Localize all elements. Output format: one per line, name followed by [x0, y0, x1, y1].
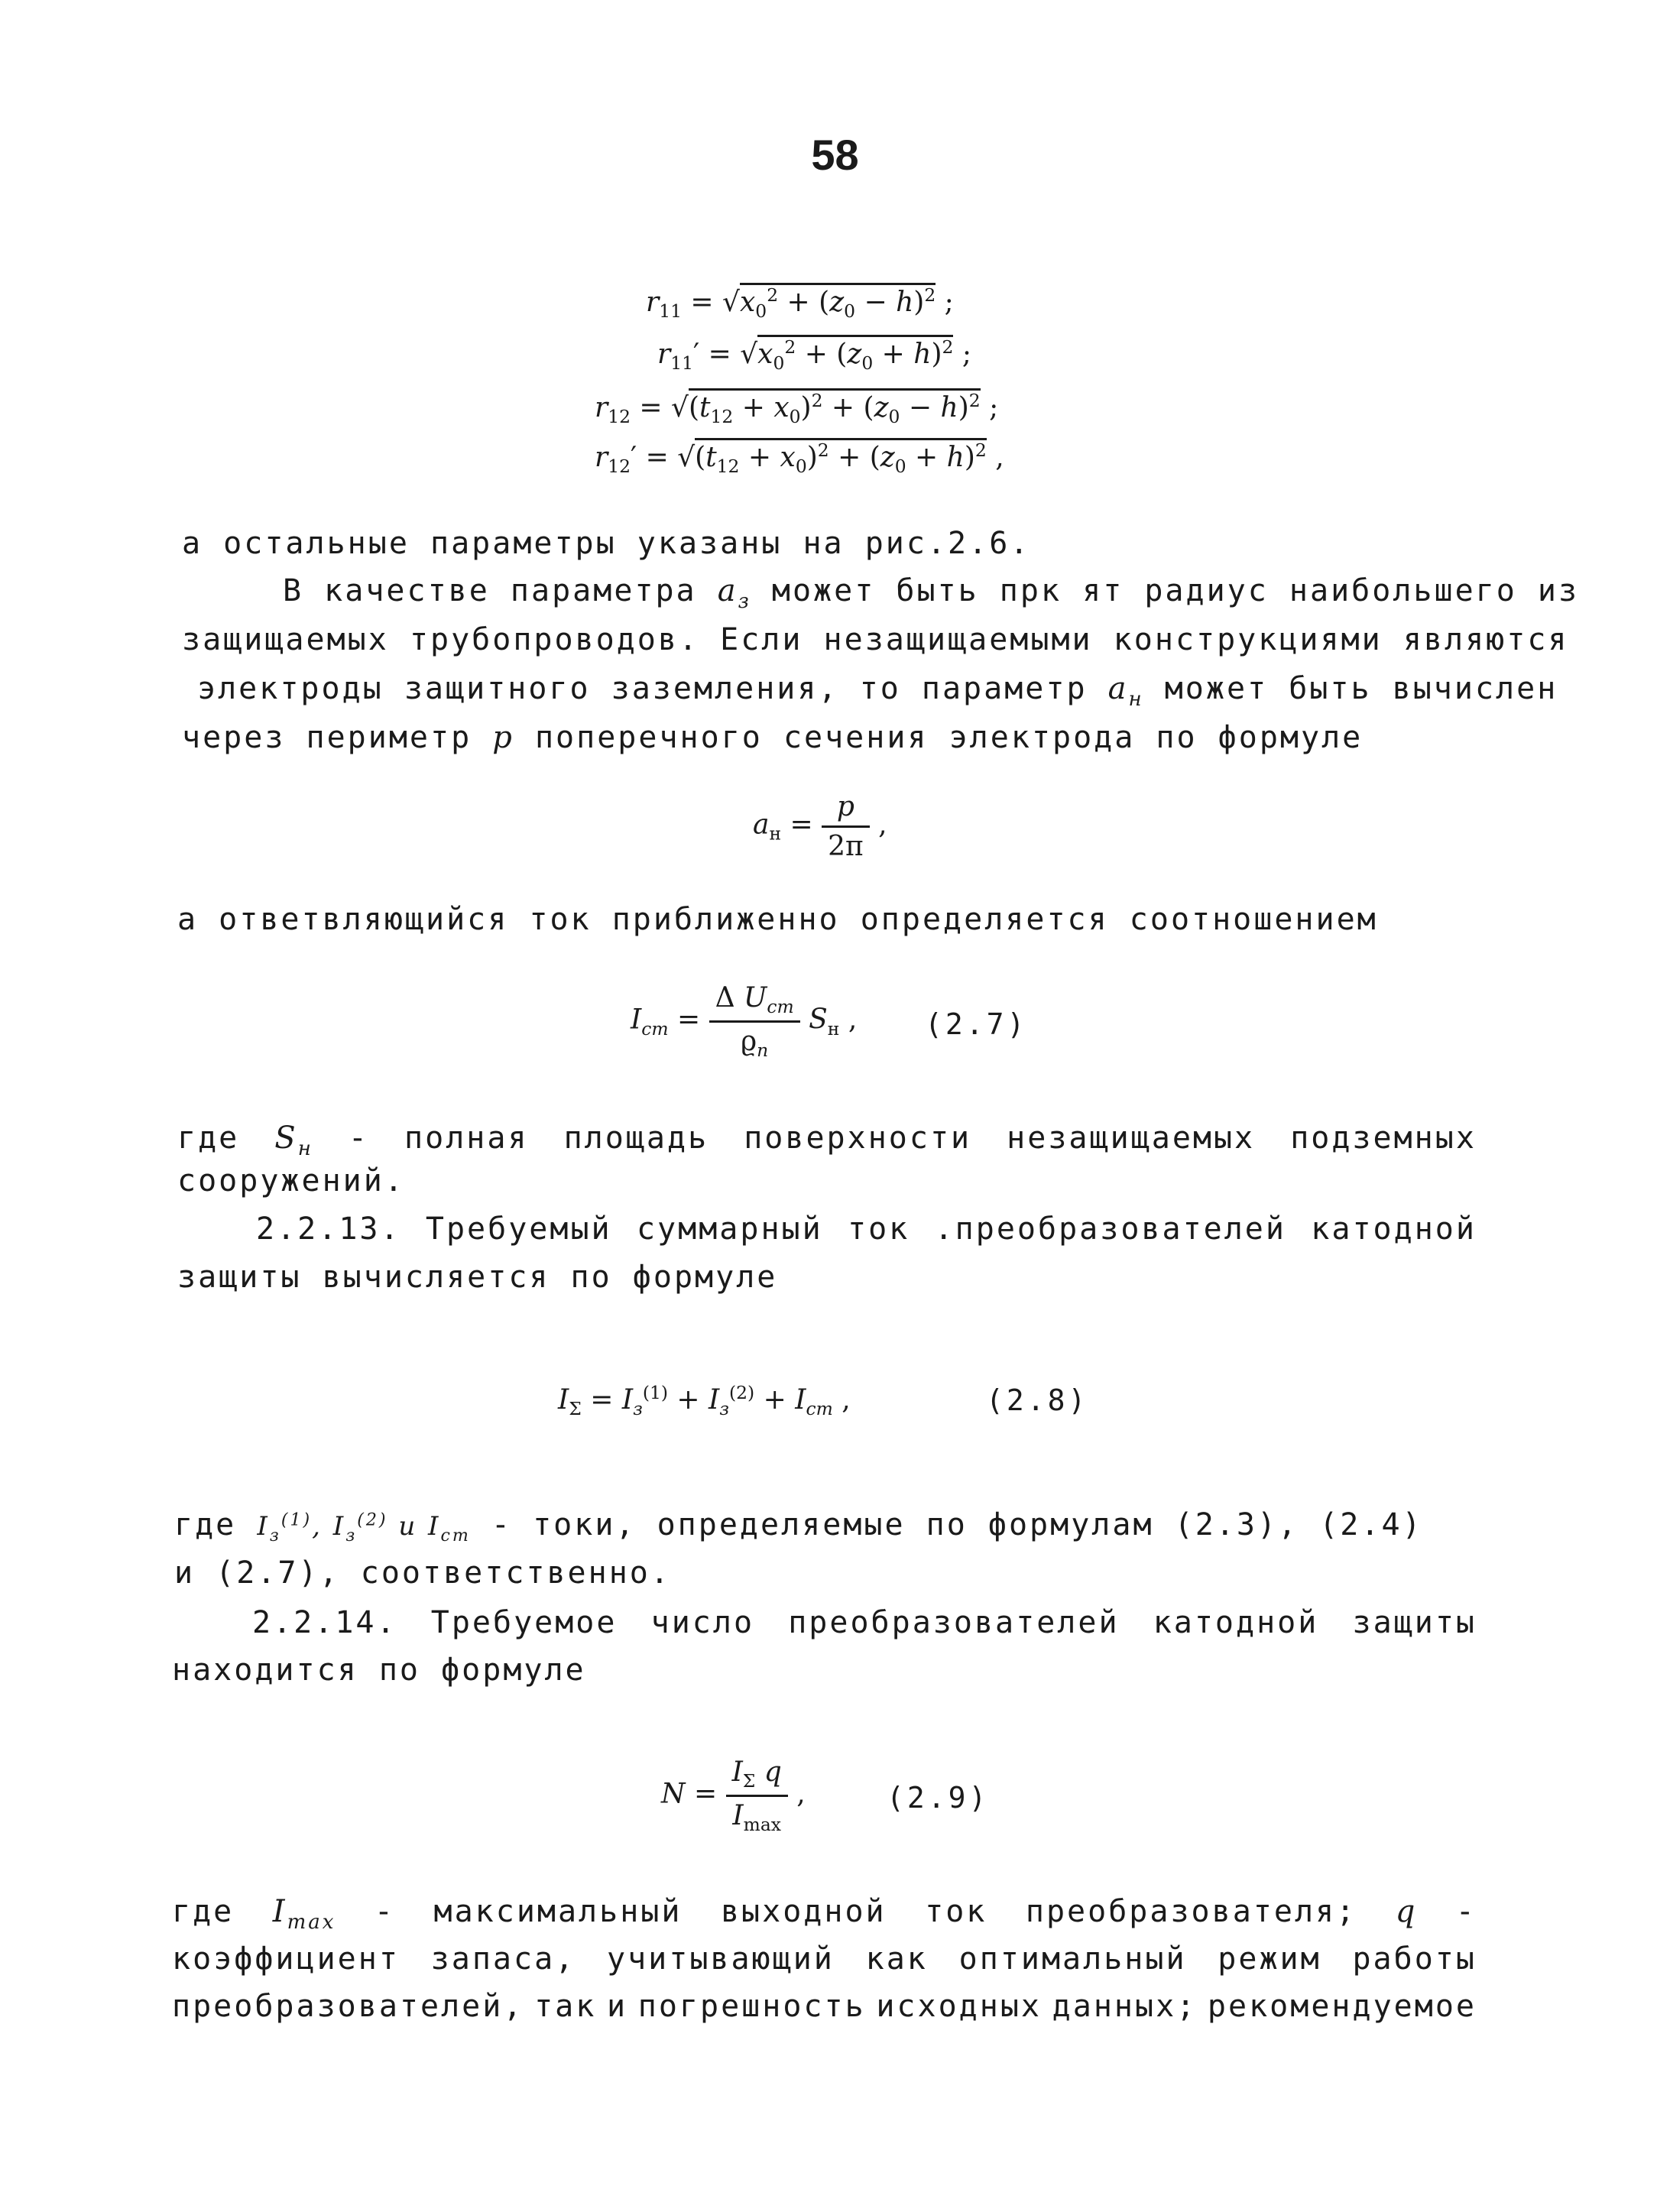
word: максимальный [433, 1894, 683, 1929]
word: - [1455, 1894, 1477, 1929]
text-line [177, 902, 1378, 937]
math-variable: $a_н$ [1107, 671, 1144, 711]
equation-r11-prime: $r_{11}' = √x_0^2 + (z_0 + h)^2$ ; [657, 336, 971, 375]
word: .преобразователей [934, 1211, 1286, 1247]
math-variable: p [492, 720, 514, 755]
paragraph-text: - [348, 1121, 369, 1156]
word: работы [1352, 1941, 1477, 1977]
word: и [607, 1989, 628, 2024]
word: исходных [876, 1989, 1042, 2024]
math-variable: $I_з^{(1)}$, $I_з^{(2)}$ и $I_{ст}$ [257, 1510, 471, 1545]
word: Требуемое [430, 1605, 618, 1640]
word: ток [925, 1894, 987, 1929]
word: суммарный [636, 1211, 823, 1247]
math-variable: $a_з$ [717, 573, 751, 613]
word: запаса, [430, 1941, 576, 1977]
text-line [197, 671, 1558, 711]
paragraph-text: сооружений. [177, 1163, 405, 1198]
formula-a-n: $a_н$ = $\frac{p}{2\pi}$ , [753, 791, 887, 862]
formula-2-9: N = $\frac{I_\Sigma q}{I_{max}}$ , [661, 1756, 806, 1836]
word: незащищаемых [1007, 1121, 1256, 1156]
formula-2-7: $I_{ст}$ = $\frac{\Delta U_{ст}}{ϱ_п}$ $S_н$ , [631, 982, 858, 1062]
paragraph-text: защищаемых трубопроводов. Если незащищаемыми конструкциями являются [182, 622, 1569, 657]
paragraph-text: находится по формуле [172, 1653, 586, 1688]
word: катодной [1311, 1211, 1477, 1247]
paragraph-text: через периметр [182, 720, 472, 755]
section-number: 2.2.13. [256, 1211, 401, 1247]
paragraph-text: и (2.7), соответственно. [174, 1555, 671, 1591]
word: данных; [1052, 1989, 1198, 2024]
word: как [865, 1941, 928, 1977]
word: число [650, 1605, 755, 1640]
paragraph-text: может быть прк ят радиус наибольшего из [771, 573, 1580, 608]
word: поверхности [744, 1121, 972, 1156]
text-line [177, 1163, 405, 1198]
equation-r11: $r_{11} = √x_0^2 + (z_0 - h)^2$ ; [646, 284, 954, 323]
page-number: 58 [811, 131, 859, 179]
word: рекомендуемое [1207, 1989, 1477, 2024]
text-line [283, 573, 1579, 613]
word: ток [848, 1211, 910, 1247]
paragraph-text: электроды защитного заземления, то параметр [197, 671, 1088, 706]
text-line [172, 1989, 1477, 2024]
text-line [182, 720, 1363, 755]
paragraph-text: В качестве параметра [283, 573, 697, 608]
text-line [177, 1260, 777, 1295]
math-variable: $S_н$ [274, 1121, 313, 1160]
formula-2-8: $I_\Sigma = I_з^{(1)} + I_з^{(2)} + I_{ст}$ , [558, 1382, 851, 1420]
text-line [174, 1507, 1423, 1545]
word: полная [404, 1121, 529, 1156]
text-line [177, 1121, 1477, 1160]
word: режим [1218, 1941, 1321, 1977]
word: выходной [720, 1894, 887, 1929]
paragraph-text: где [177, 1121, 240, 1156]
math-variable: q [1395, 1894, 1418, 1929]
word: преобразователя; [1025, 1894, 1357, 1929]
word: преобразователей [788, 1605, 1120, 1640]
text-line [182, 526, 1030, 561]
word: оптимальный [958, 1941, 1187, 1977]
word: где [172, 1894, 235, 1929]
word: Требуемый [425, 1211, 612, 1247]
equation-r12-prime: $r_{12}' = √(t_{12} + x_0)^2 + (z_0 + h)^2$ , [595, 439, 1004, 478]
word: подземных [1290, 1121, 1477, 1156]
equation-r12: $r_{12} = √(t_{12} + x_0)^2 + (z_0 - h)^2$ ; [595, 390, 999, 428]
word: погрешность [637, 1989, 866, 2024]
word: коэффициент [172, 1941, 400, 1977]
word: площадь [563, 1121, 709, 1156]
text-line [182, 622, 1569, 657]
word: так [534, 1989, 597, 2024]
equation-number: (2.9) [887, 1781, 990, 1815]
paragraph-text: а ответвляющийся ток приближенно определяется соотношением [177, 902, 1378, 937]
math-variable: $I_{max}$ [272, 1894, 336, 1934]
section-number: 2.2.14. [252, 1605, 397, 1640]
paragraph-text: защиты вычисляется по формуле [177, 1260, 778, 1295]
text-line [174, 1555, 671, 1591]
paragraph-text: может быть вычислен [1164, 671, 1558, 706]
text-line [256, 1211, 1477, 1247]
word: - [374, 1894, 395, 1929]
equation-number: (2.8) [986, 1383, 1089, 1417]
word: преобразователей, [172, 1989, 524, 2024]
text-line [252, 1605, 1477, 1640]
word: катодной [1153, 1605, 1319, 1640]
paragraph-text: где [174, 1507, 237, 1542]
word: защиты [1352, 1605, 1477, 1640]
equation-number: (2.7) [925, 1007, 1028, 1041]
paragraph-text: поперечного сечения электрода по формуле [534, 720, 1364, 755]
word: учитывающий [606, 1941, 835, 1977]
paragraph-text: а остальные параметры указаны на рис.2.6. [182, 526, 1031, 561]
paragraph-text: - токи, определяемые по формулам (2.3), (2.4) [491, 1507, 1423, 1542]
text-line [172, 1653, 586, 1688]
text-line [172, 1894, 1477, 1934]
text-line [172, 1941, 1477, 1977]
